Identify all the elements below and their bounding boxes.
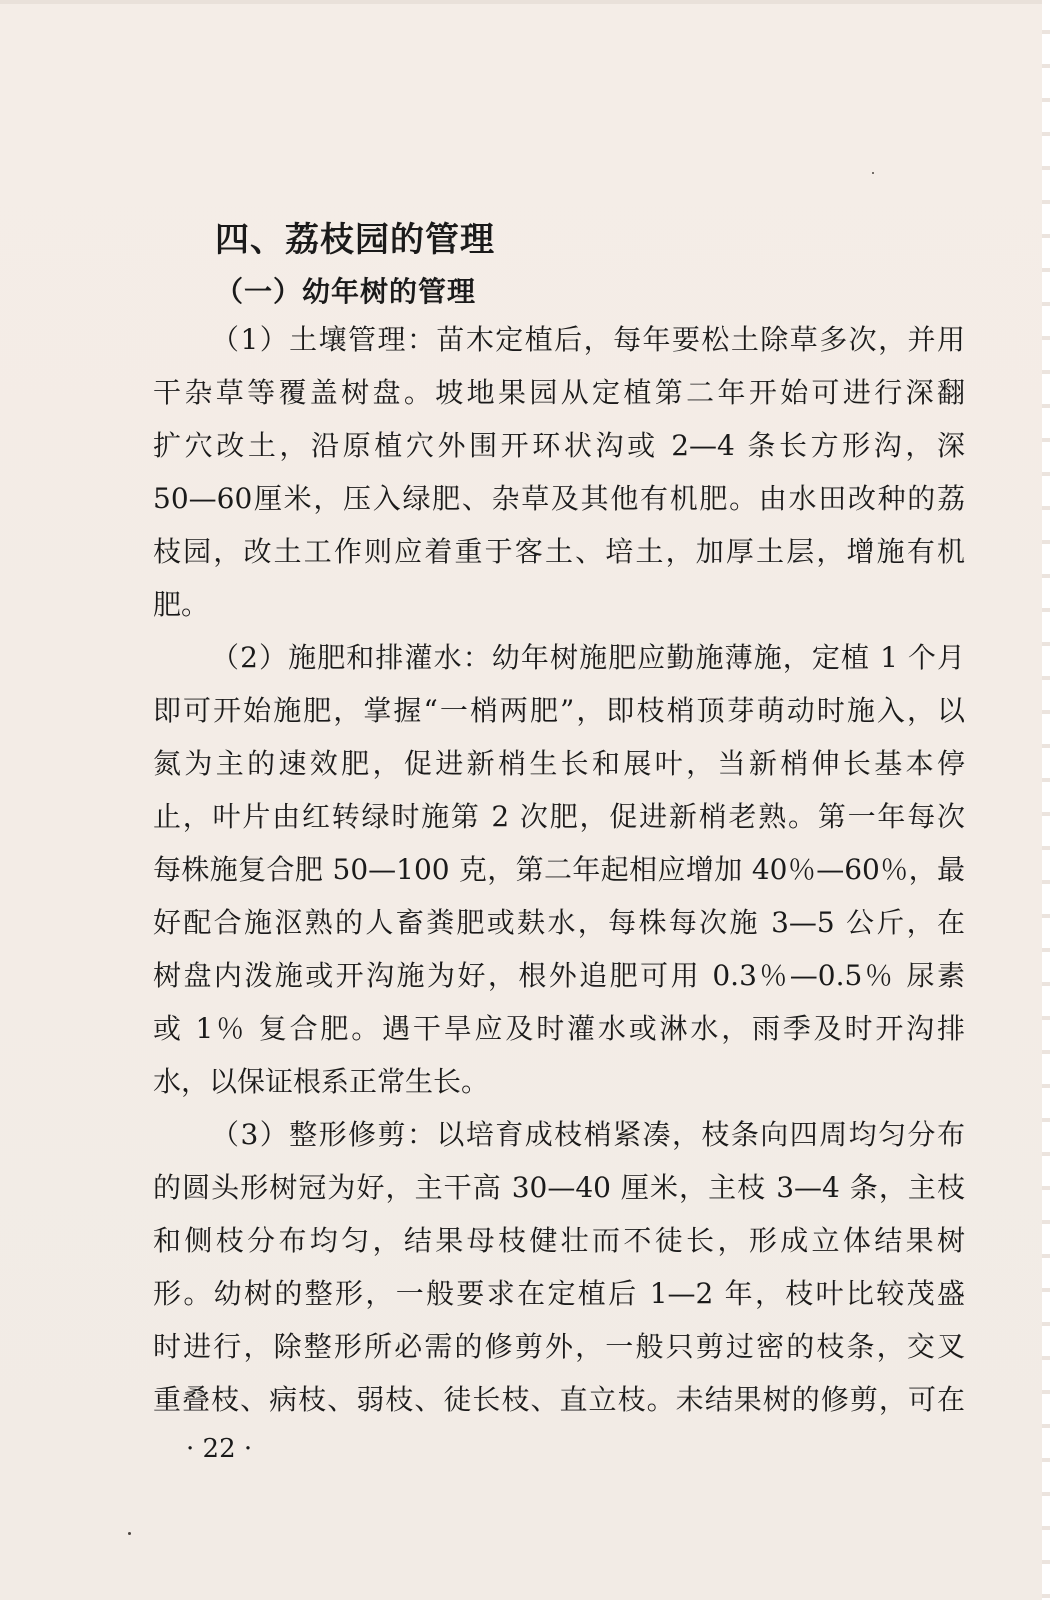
page-right-edge [1042,0,1050,1600]
paragraph-2-line-2: 即可开始施肥，掌握“一梢两肥”，即枝梢顶芽萌动时施入，以 [153,694,965,727]
paragraph-1-line-4: 50—60厘米，压入绿肥、杂草及其他有机肥。由水田改种的荔 [153,482,965,515]
paragraph-2-line-8: 或 1％ 复合肥。遇干旱应及时灌水或淋水，雨季及时开沟排 [153,1012,965,1045]
paragraph-3-line-3: 和侧枝分布均匀，结果母枝健壮而不徒长，形成立体结果树 [153,1224,965,1257]
scan-speck [128,1532,131,1535]
scan-speck [872,172,874,174]
paragraph-3-line-5: 时进行，除整形所必需的修剪外，一般只剪过密的枝条，交叉 [153,1330,965,1363]
paragraph-1-line-6: 肥。 [153,588,210,621]
paragraph-2-line-4: 止，叶片由红转绿时施第 2 次肥，促进新梢老熟。第一年每次 [153,800,965,833]
page-top-edge [0,0,1050,4]
paragraph-2-line-3: 氮为主的速效肥，促进新梢生长和展叶，当新梢伸长基本停 [153,747,965,780]
paragraph-1-line-3: 扩穴改土，沿原植穴外围开环状沟或 2—4 条长方形沟，深 [153,429,965,462]
page-number: · 22 · [186,1434,253,1464]
paragraph-2-line-9: 水，以保证根系正常生长。 [153,1065,490,1098]
paragraph-1-line-1: （1）土壤管理：苗木定植后，每年要松土除草多次，并用 [211,323,965,356]
paragraph-2-line-7: 树盘内泼施或开沟施为好，根外追肥可用 0.3％—0.5％ 尿素 [153,959,965,992]
paragraph-2-line-5: 每株施复合肥 50—100 克，第二年起相应增加 40％—60％，最 [153,853,965,886]
paragraph-3-line-2: 的圆头形树冠为好，主干高 30—40 厘米，主枝 3—4 条，主枝 [153,1171,965,1204]
paragraph-3-line-1: （3）整形修剪：以培育成枝梢紧凑，枝条向四周均匀分布 [211,1118,965,1151]
paragraph-3-line-4: 形。幼树的整形，一般要求在定植后 1—2 年，枝叶比较茂盛 [153,1277,965,1310]
paragraph-3-line-6: 重叠枝、病枝、弱枝、徒长枝、直立枝。未结果树的修剪，可在 [153,1383,965,1416]
paragraph-1-line-2: 干杂草等覆盖树盘。坡地果园从定植第二年开始可进行深翻 [153,376,965,409]
subsection-title: （一）幼年树的管理 [215,275,477,308]
paragraph-2-line-6: 好配合施沤熟的人畜粪肥或麸水，每株每次施 3—5 公斤，在 [153,906,965,939]
paragraph-2-line-1: （2）施肥和排灌水：幼年树施肥应勤施薄施，定植 1 个月 [211,641,965,674]
section-title: 四、荔枝园的管理 [215,220,495,260]
paragraph-1-line-5: 枝园，改土工作则应着重于客土、培土，加厚土层，增施有机 [153,535,965,568]
